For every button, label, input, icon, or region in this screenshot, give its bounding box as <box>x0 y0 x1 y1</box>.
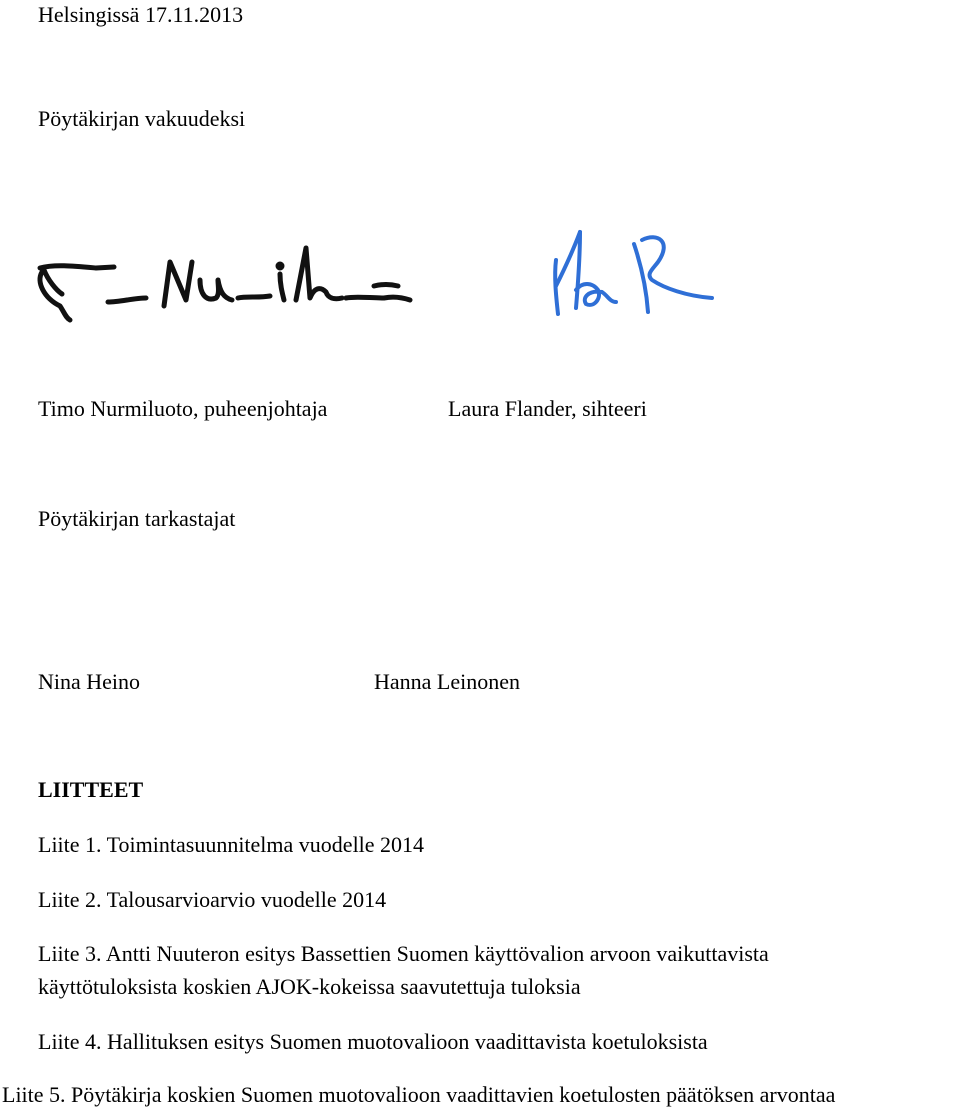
signatory-secretary: Laura Flander, sihteeri <box>448 396 647 421</box>
place-date: Helsingissä 17.11.2013 <box>38 2 244 27</box>
reviewer-second: Hanna Leinonen <box>374 669 520 694</box>
attachment-item-continuation: käyttötuloksista koskien AJOK-kokeissa saavutettuja tuloksia <box>38 974 581 999</box>
certification-heading: Pöytäkirjan vakuudeksi <box>38 106 246 131</box>
attachment-item: Liite 2. Talousarvioarvio vuodelle 2014 <box>38 887 387 912</box>
signatory-chair: Timo Nurmiluoto, puheenjohtaja <box>38 396 328 421</box>
attachment-item: Liite 1. Toimintasuunnitelma vuodelle 2014 <box>38 832 425 857</box>
reviewers-heading: Pöytäkirjan tarkastajat <box>38 506 236 531</box>
reviewer-first: Nina Heino <box>38 669 141 694</box>
attachment-item: Liite 5. Pöytäkirja koskien Suomen muotovalioon vaadittavien koetulosten päätöksen arvontaa <box>2 1082 836 1107</box>
attachments-heading: LIITTEET <box>38 777 144 802</box>
signature-chair <box>34 240 414 330</box>
attachment-item: Liite 3. Antti Nuuteron esitys Bassettien Suomen käyttövalion arvoon vaikuttavista <box>38 941 769 966</box>
attachment-item: Liite 4. Hallituksen esitys Suomen muotovalioon vaadittavista koetuloksista <box>38 1029 708 1054</box>
signature-secretary <box>546 226 722 322</box>
